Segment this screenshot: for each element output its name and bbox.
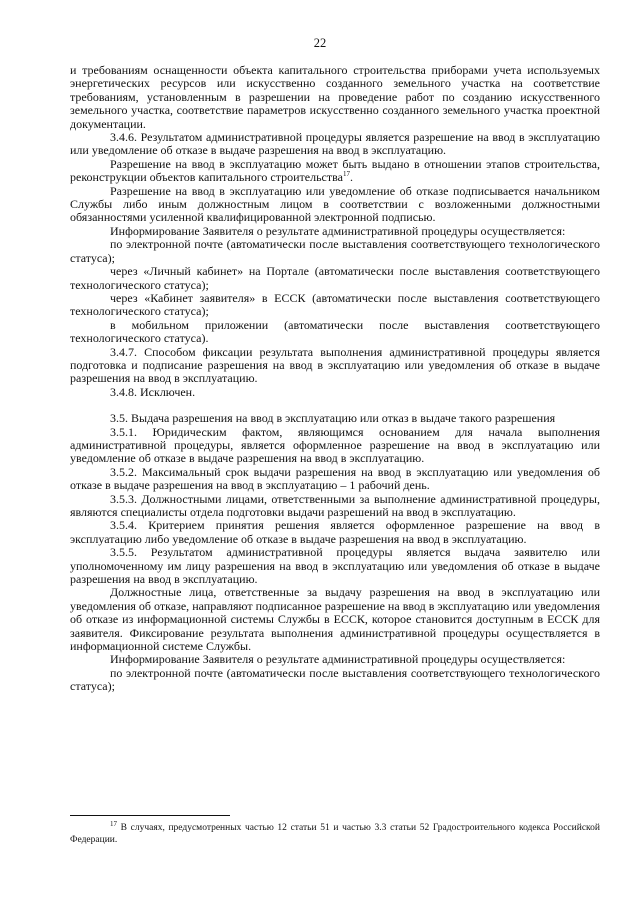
paragraph: 3.5.5. Результатом административной процедуры является выдача заявителю или уполномоченному им лицу разрешения на ввод в эксплуатацию или уведомления об отказе в выдаче разрешения на ввод в эксплуатацию.	[70, 545, 600, 587]
paragraph: 3.4.6. Результатом административной процедуры является разрешение на ввод в эксплуатацию или уведомление об отказе в выдаче разрешения на ввод в эксплуатацию.	[70, 130, 600, 158]
paragraph: Информирование Заявителя о результате административной процедуры осуществляется:	[110, 652, 566, 667]
page-number: 22	[313, 36, 327, 50]
paragraph	[70, 158, 600, 185]
paragraph: Разрешение на ввод в эксплуатацию или уведомление об отказе подписывается начальником Службы либо иным должностным лицом в соответствии с возложенными должностными обязанностями усиленной квалифицированной электронной подписью.	[70, 183, 600, 225]
footnote-text: В случаях, предусмотренных частью 12 статьи 51 и частью 3.3 статьи 52 Градостроительного кодекса Российской Федерации.	[70, 823, 600, 845]
list-item: через «Личный кабинет» на Портале (автоматически после выставления соответствующего технологического статуса);	[70, 264, 600, 292]
paragraph-tail: .	[349, 170, 353, 185]
paragraph: 3.5.3. Должностными лицами, ответственными за выполнение административной процедуры, являются специалисты отдела подготовки выдачи разрешений на ввод в эксплуатацию.	[70, 491, 600, 519]
list-item: по электронной почте (автоматически после выставления соответствующего технологического статуса);	[70, 665, 600, 694]
paragraph: Информирование Заявителя о результате административной процедуры осуществляется:	[110, 223, 566, 238]
footnote-reference: 17	[342, 170, 350, 179]
paragraph: Должностные лица, ответственные за выдачу разрешения на ввод в эксплуатацию или уведомления об отказе, направляют подписанное разрешение на ввод в эксплуатацию или уведомления об отказе из информационной системы Службы в ЕССК, которое становится доступным в ЕССК для заявителя. Фиксирование результата выполнения административной процедуры осуществляется в информационной системе Службы.	[70, 585, 600, 654]
list-item: по электронной почте (автоматически после выставления соответствующего технологического статуса);	[70, 237, 600, 265]
list-item: в мобильном приложении (автоматически после выставления соответствующего технологического статуса).	[70, 317, 600, 346]
paragraph: 3.5.1. Юридическим фактом, являющимся основанием для начала выполнения административной процедуры, является оформленное разрешение на ввод в эксплуатацию или уведомление об отказе в выдаче разрешения на ввод в эксплуатацию.	[70, 424, 600, 466]
paragraph: 3.5.4. Критерием принятия решения является оформленное разрешение на ввод в эксплуатацию либо уведомление об отказе в выдаче разрешения на ввод в эксплуатацию.	[70, 518, 600, 546]
list-item: через «Кабинет заявителя» в ЕССК (автоматически после выставления соответствующего технологического статуса);	[70, 290, 600, 319]
section-heading: 3.5. Выдача разрешения на ввод в эксплуатацию или отказ в выдаче такого разрешения	[110, 411, 556, 426]
footnote	[70, 819, 600, 846]
paragraph-text: Разрешение на ввод в эксплуатацию может быть выдано в отношении этапов строительства, реконструкции объектов капитального строительства	[70, 156, 600, 185]
paragraph: 3.4.7. Способом фиксации результата выполнения административной процедуры является подготовка и подписание разрешения на ввод в эксплуатацию или уведомления об отказе в выдаче разрешения на ввод в эксплуатацию.	[70, 344, 600, 386]
paragraph: и требованиям оснащенности объекта капитального строительства приборами учета используемых энергетических ресурсов или искусственно созданного земельного участка на соответствие требованиям, установленным в разрешении на проведение работ по созданию искусственного земельного участка, соответствие параметров искусственно созданного земельного участка проектной документации.	[70, 63, 600, 131]
footnote-divider	[70, 815, 230, 816]
footnote-mark: 17	[110, 819, 117, 828]
paragraph: 3.4.8. Исключен.	[110, 384, 196, 399]
document-body	[70, 64, 600, 694]
paragraph: 3.5.2. Максимальный срок выдачи разрешения на ввод в эксплуатацию или уведомления об отказе в выдаче разрешения на ввод в эксплуатацию – 1 рабочий день.	[70, 464, 600, 493]
